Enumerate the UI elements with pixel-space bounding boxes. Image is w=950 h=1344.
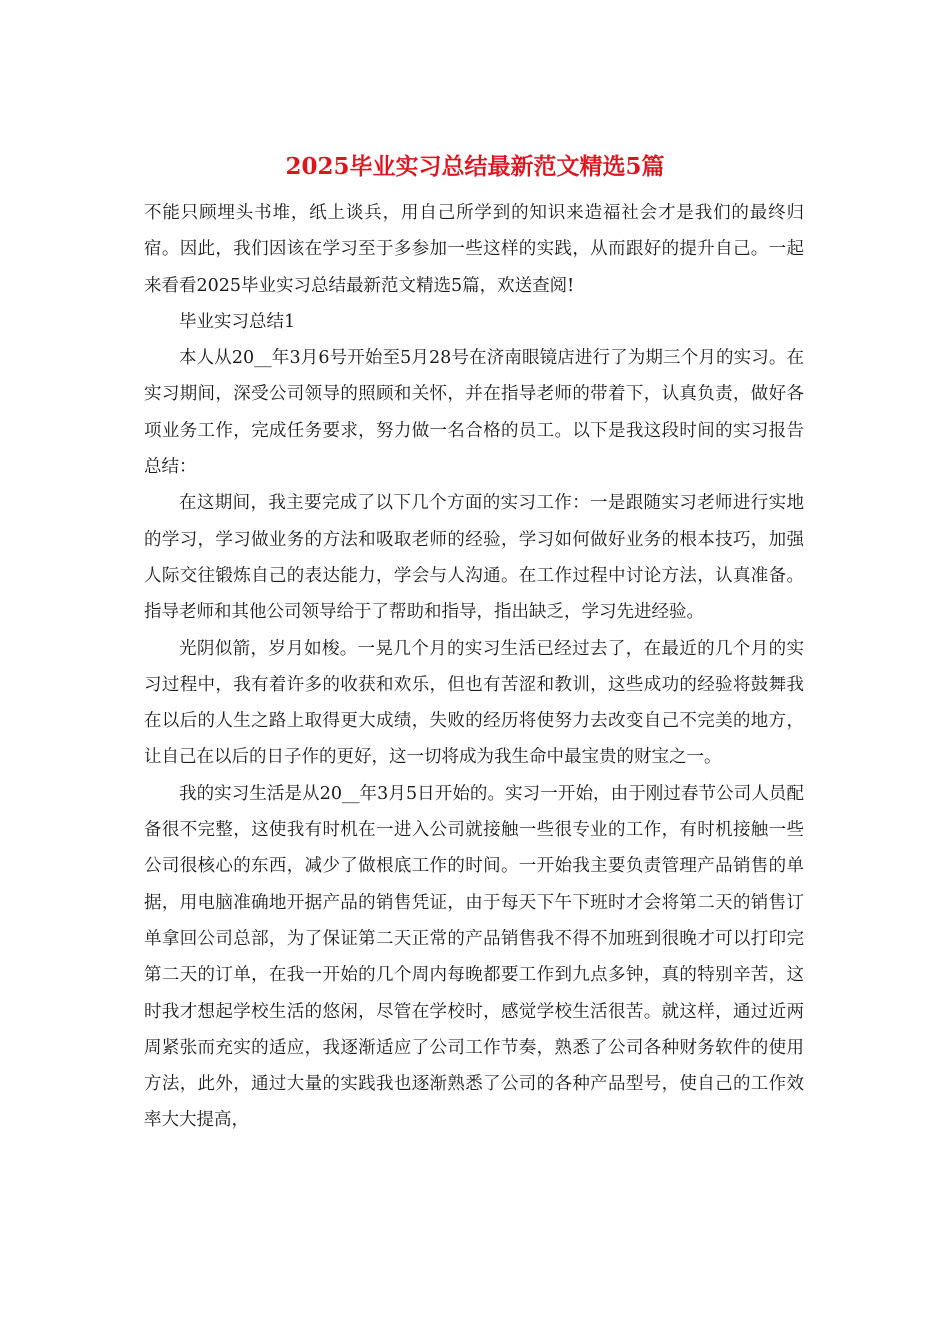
document-body [144, 195, 804, 1139]
body-paragraph: 我的实习生活是从20__年3月5日开始的。实习一开始，由于刚过春节公司人员配备很不完整，这使我有时机在一进入公司就接触一些很专业的工作，有时机接触一些公司很核心的东西，减少了做根底工作的时间。一开始我主要负责管理产品销售的单据，用电脑准确地开据产品的销售凭证，由于每天下午下班时才会将第二天的销售订单拿回公司总部，为了保证第二天正常的产品销售我不得不加班到很晚才可以打印完第二天的订单，在我一开始的几个周内每晚都要工作到九点多钟，真的特别辛苦，这时我才想起学校生活的悠闲，尽管在学校时，感觉学校生活很苦。就这样，通过近两周紧张而充实的适应，我逐渐适应了公司工作节奏，熟悉了公司各种财务软件的使用方法，此外，通过大量的实践我也逐渐熟悉了公司的各种产品型号，使自己的工作效率大大提高， [144, 783, 804, 1131]
intro-paragraph: 不能只顾埋头书堆，纸上谈兵，用自己所学到的知识来造福社会才是我们的最终归宿。因此，我们因该在学习至于多参加一些这样的实践，从而跟好的提升自己。一起来看看2025毕业实习总结最新范文精选5篇，欢送查阅! [144, 203, 804, 296]
section-heading: 毕业实习总结1 [179, 311, 296, 332]
body-paragraph: 光阴似箭，岁月如梭。一晃几个月的实习生活已经过去了，在最近的几个月的实习过程中，我有着许多的收获和欢乐，但也有苦涩和教训，这些成功的经验将鼓舞我在以后的人生之路上取得更大成绩，失败的经历将使努力去改变自己不完美的地方，让自己在以后的日子作的更好，这一切将成为我生命中最宝贵的财宝之一。 [144, 638, 804, 768]
body-paragraph: 本人从20__年3月6号开始至5月28号在济南眼镜店进行了为期三个月的实习。在实习期间，深受公司领导的照顾和关怀，并在指导老师的带着下，认真负责，做好各项业务工作，完成任务要求，努力做一名合格的员工。以下是我这段时间的实习报告总结： [144, 348, 804, 478]
body-paragraph: 在这期间，我主要完成了以下几个方面的实习工作：一是跟随实习老师进行实地的学习，学习做业务的方法和吸取老师的经验，学习如何做好业务的根本技巧，加强人际交往锻炼自己的表达能力，学会与人沟通。在工作过程中讨论方法，认真准备。指导老师和其他公司领导给于了帮助和指导，指出缺乏，学习先进经验。 [144, 493, 804, 623]
document-title: 2025毕业实习总结最新范文精选5篇 [285, 153, 665, 180]
